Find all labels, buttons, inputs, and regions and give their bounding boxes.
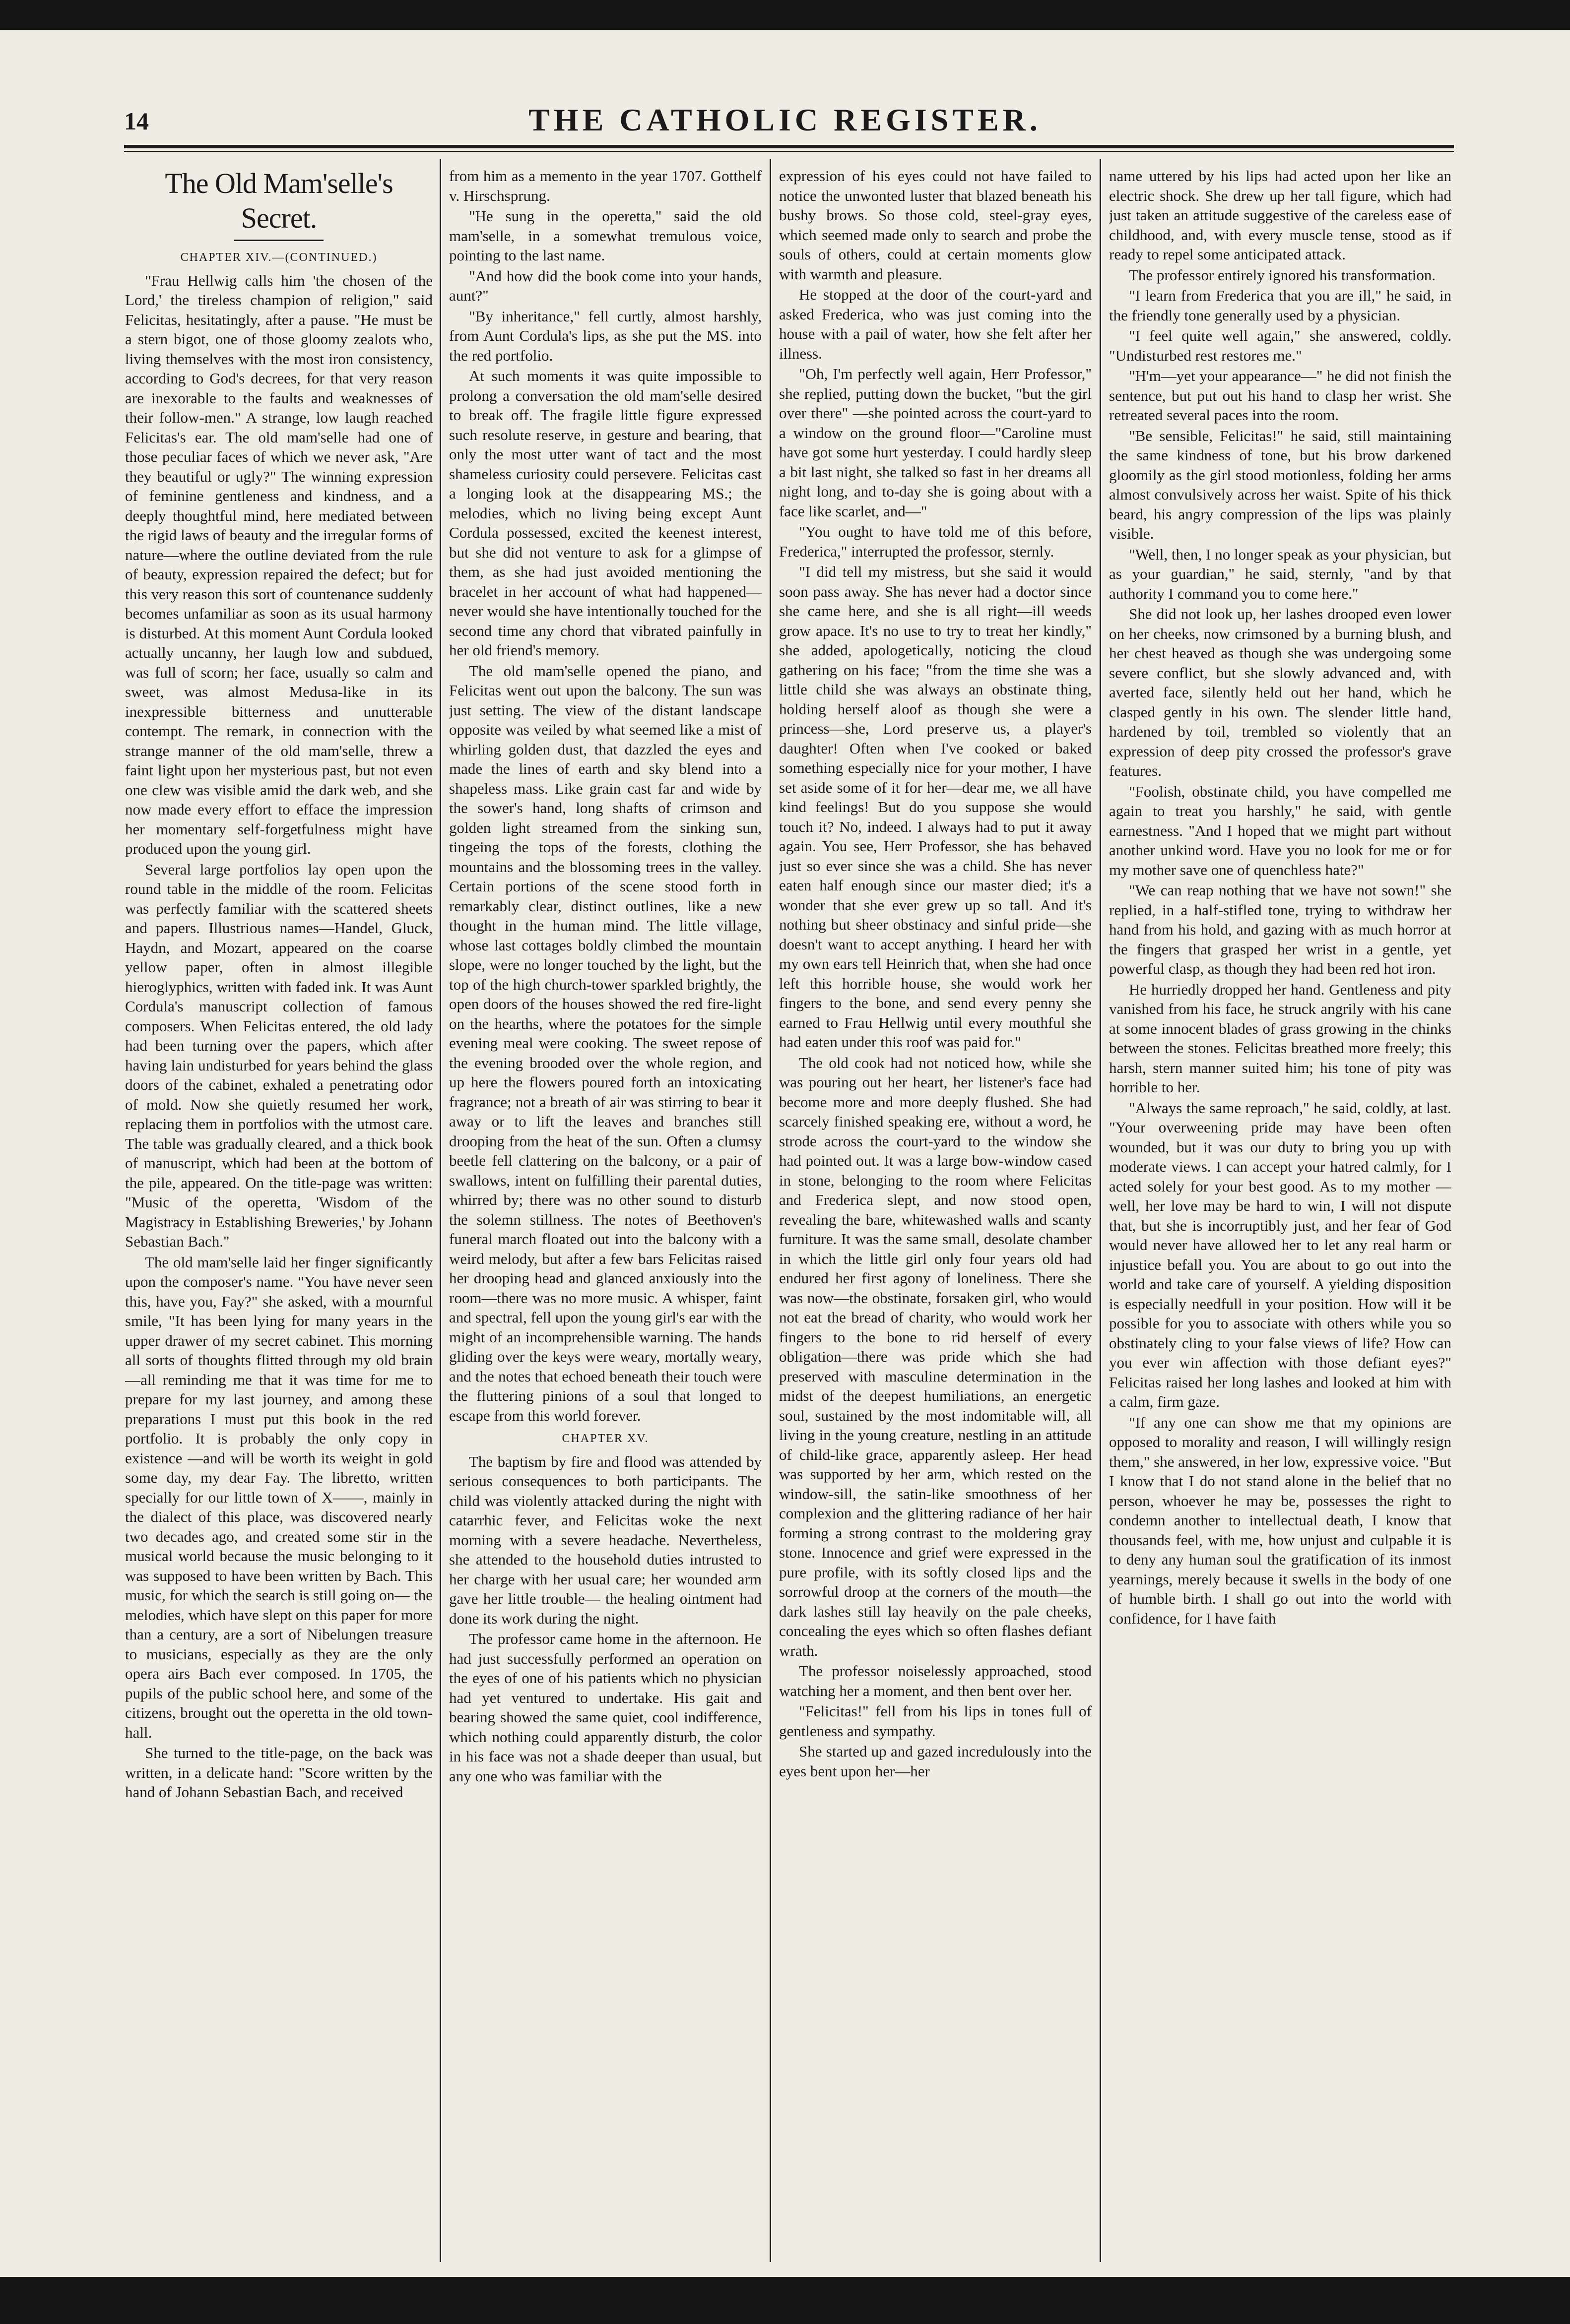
paragraph: "Frau Hellwig calls him 'the chosen of the Lord,' the tireless champion of religion," said Felicitas, hesitatingly, after a pause. "He must be a stern bigot, one of those gloomy zealots who, living themselves with the most iron consistency, according to God's decrees, for that very reason are inexorable to the faults and weaknesses of their follow-men." A strange, low laugh reached Felicitas's ear. The old mam'selle had one of those peculiar faces of which we never ask, "Are they beautiful or ugly?" The winning expression of feminine gentleness and kindness, and a deeply thoughtful mind, here mediated between the rigid laws of beauty and the irregular forms of nature—where the outline deviated from the rule of beauty, expression repaired the defect; but for this very reason this sort of countenance suddenly becomes unfamiliar as soon as its usual harmony is disturbed. At this moment Aunt Cordula looked actually uncanny, her laugh low and subdued, was full of scorn; her face, usually so calm and sweet, was almost Medusa-like in its inexpressible bitterness and unutterable contempt. The remark, in connection with the strange manner of the old mam'selle, threw a faint light upon her mysterious past, but not even one clew was visible amid the dark web, and she now made every effort to efface the impression her momentary self-forgetfulness might have produced upon the young girl. bbox=[125, 271, 433, 857]
paragraph: "Felicitas!" fell from his lips in tones full of gentleness and sympathy. bbox=[779, 1702, 1092, 1740]
article-title: The Old Mam'selle's Secret. bbox=[165, 167, 393, 234]
paragraph: "You ought to have told me of this before, Frederica," interrupted the professor, sternly. bbox=[779, 523, 1092, 560]
paragraph: She turned to the title-page, on the back was written, in a delicate hand: "Score written by the hand of Johann Sebastian Bach, and received bbox=[125, 1744, 433, 1801]
column-divider-3 bbox=[1100, 159, 1101, 2262]
paragraph: "I did tell my mistress, but she said it would soon pass away. She has never had a doctor since she came here, and she is all right—ill weeds grow apace. It's no use to try to treat her kindly," she added, apologetically, noticing the cloud gathering on his face; "from the time she was a little child she was always an obstinate thing, holding herself aloof as though she were a princess—she, Lord preserve us, a player's daughter! Often when I've cooked or baked something especially nice for your mother, I have set aside some of it for her—dear me, we all have kind feelings! But do you suppose she would touch it? No, indeed. I always had to put it away again. You see, Herr Professor, she has behaved just so ever since she was a child. She has never eaten half enough since our master died; it's a wonder that she ever grew up so tall. And it's nothing but sheer obstinacy and sinful pride—she doesn't want to accept anything. I heard her with my own ears tell Heinrich that, when she had once left this horrible house, she would work her fingers to the bone, and send every penny she earned to Frau Hellwig until every mouthful she had eaten under this roof was paid for." bbox=[779, 563, 1092, 1051]
column-divider-1 bbox=[440, 159, 441, 2262]
masthead: THE CATHOLIC REGISTER. bbox=[528, 102, 1042, 137]
paragraph: "By inheritance," fell curtly, almost harshly, from Aunt Cordula's lips, as she put the MS. into the red portfolio. bbox=[449, 307, 762, 364]
page-number: 14 bbox=[124, 107, 149, 135]
chapter-heading-15: CHAPTER XV. bbox=[562, 1432, 649, 1445]
paragraph: The old cook had not noticed how, while she was pouring out her heart, her listener's face had become more and more deeply flushed. She had scarcely finished speaking ere, without a word, he strode across the court-yard to the window she had pointed out. It was a large bow-window cased in stone, belonging to the room where Felicitas and Frederica slept, and now stood open, revealing the bare, whitewashed walls and scanty furniture. It was the same small, desolate chamber in which the little girl only four years old had endured her first agony of loneliness. There she was now—the obstinate, forsaken girl, who would not eat the bread of charity, who would work her fingers to the bone to rid herself of every obligation—there was pride which she had preserved with masculine determination in the midst of the deepest humiliations, an energetic soul, sustained by the most indomitable will, all living in the young creature, nestling in an attitude of child-like grace, apparently asleep. Her head was supported by her arm, which rested on the window-sill, the satin-like smoothness of her complexion and the glittering radiance of her hair forming a strong contrast to the moldering gray stone. Innocence and grief were expressed in the pure profile, with its softly closed lips and the sorrowful droop at the corners of the mouth—the dark lashes still lay heavily on the pale cheeks, concealing the eyes which so often flashes defiant wrath. bbox=[779, 1054, 1092, 1659]
paragraph: "We can reap nothing that we have not sown!" she replied, in a half-stifled tone, trying to withdraw her hand from his hold, and gazing with as much horror at the fingers that grasped her wrist in a gentle, yet powerful clasp, as though they had been red hot iron. bbox=[1109, 881, 1451, 977]
header-rule bbox=[124, 145, 1454, 148]
column-divider-2 bbox=[770, 159, 771, 2262]
paragraph: from him as a memento in the year 1707. Gotthelf v. Hirschsprung. bbox=[449, 167, 762, 204]
title-rule bbox=[234, 240, 324, 241]
paragraph: "Well, then, I no longer speak as your physician, but as your guardian," he said, sternly, "and by that authority I command you to come here." bbox=[1109, 545, 1451, 602]
paragraph: The old mam'selle laid her finger significantly upon the composer's name. "You have never seen this, have you, Fay?" she asked, with a mournful smile, "It has been lying for many years in the upper drawer of my secret cabinet. This morning all sorts of thoughts flitted through my old brain —all reminding me that it was time for me to prepare for my last journey, and among these preparations I must put this book in the red portfolio. It is probably the only copy in existence —and will be worth its weight in gold some day, my dear Fay. The libretto, written specially for our little town of X——, mainly in the dialect of this place, was discovered nearly two decades ago, and created some stir in the musical world because the music belonging to it was supposed to have been written by Bach. This music, for which the search is still going on— the melodies, which have slept on this paper for more than a century, are a sort of Nibelungen treasure to musicians, especially as they are the only opera airs Bach ever composed. In 1705, the pupils of the public school here, and some of the citizens, brought out the operetta in the old town-hall. bbox=[125, 1253, 433, 1741]
paragraph: "H'm—yet your appearance—" he did not finish the sentence, but put out his hand to clasp her wrist. She retreated several paces into the room. bbox=[1109, 367, 1451, 424]
paragraph: expression of his eyes could not have failed to notice the unwonted luster that blazed beneath his bushy brows. So those cold, steel-gray eyes, which seemed made only to search and probe the souls of others, could at certain moments glow with warmth and pleasure. bbox=[779, 167, 1092, 283]
paragraph: The professor entirely ignored his transformation. bbox=[1129, 266, 1436, 284]
column-3 bbox=[779, 166, 1092, 2257]
top-scan-edge bbox=[0, 0, 1570, 30]
column-1 bbox=[125, 166, 433, 2257]
paragraph: He hurriedly dropped her hand. Gentleness and pity vanished from his face, he struck angrily with his cane at some innocent blades of grass growing in the chinks between the stones. Felicitas breathed more freely; this harsh, stern manner suited him; his tone of pity was horrible to her. bbox=[1109, 980, 1451, 1096]
paragraph: The baptism by fire and flood was attended by serious consequences to both participants. The child was violently attacked during the night with catarrhic fever, and Felicitas woke the next morning with a severe headache. Nevertheless, she attended to the household duties intrusted to her charge with her usual care; her wounded arm gave her little trouble— the healing ointment had done its work during the night. bbox=[449, 1452, 762, 1627]
bottom-scan-edge bbox=[0, 2277, 1570, 2324]
paragraph: "I learn from Frederica that you are ill," he said, in the friendly tone generally used by a physician. bbox=[1109, 287, 1451, 324]
paragraph: She started up and gazed incredulously into the eyes bent upon her—her bbox=[779, 1743, 1092, 1780]
paragraph: "Oh, I'm perfectly well again, Herr Professor," she replied, putting down the bucket, "but the girl over there" —she pointed across the court-yard to a window on the ground floor—"Caroline must have got some hurt yesterday. I could hardly sleep a bit last night, she talked so fast in her dreams all night long, and to-day she is going about with a face like scarlet, and—" bbox=[779, 365, 1092, 520]
paragraph: At such moments it was quite impossible to prolong a conversation the old mam'selle desired to break off. The fragile little figure expressed such resolute reserve, in gesture and bearing, that only the most utter want of tact and the most shameless curiosity could persevere. Felicitas cast a longing look at the disappearing MS.; the melodies, which no living being except Aunt Cordula possessed, excited the keenest interest, but she did not venture to ask for a glimpse of them, as she had just avoided mentioning the bracelet in her account of what had happened—never would she have intentionally touched for the second time any chord that vibrated painfully in her old friend's memory. bbox=[449, 367, 762, 659]
paragraph: "Be sensible, Felicitas!" he said, still maintaining the same kindness of tone, but his brow darkened gloomily as the girl stood motionless, folding her arms almost convulsively across her waist. Spite of his thick beard, his angry compression of the lips was plainly visible. bbox=[1109, 427, 1451, 542]
paragraph: The professor noiselessly approached, stood watching her a moment, and then bent over her. bbox=[779, 1662, 1092, 1699]
paragraph: The old mam'selle opened the piano, and Felicitas went out upon the balcony. The sun was just setting. The view of the distant landscape opposite was veiled by what seemed like a mist of whirling golden dust, that dazzled the eyes and made the lines of earth and sky blend into a shapeless mass. Like grain cast far and wide by the sower's hand, long shafts of crimson and golden light streamed from the sinking sun, tingeing the tops of the forests, clothing the mountains and the blossoming trees in the valley. Certain portions of the scene stood forth in remarkably clear, distinct outlines, like a new thought in the human mind. The little village, whose last cottages boldly climbed the mountain slope, were no longer touched by the light, but the top of the high church-tower sparkled brightly, the open doors of the houses showed the red fire-light on the hearths, where the potatoes for the simple evening meal were cooking. The sweet repose of the evening brooded over the whole region, and up here the flowers poured forth an intoxicating fragrance; not a breath of air was stirring to bear it away or to lift the leaves and branches still drooping from the heat of the sun. Often a clumsy beetle fell clattering on the balcony, or a pair of swallows, intent on fulfilling their parental duties, whirred by; there was no other sound to disturb the solemn stillness. The notes of Beethoven's funeral march floated out into the balcony with a weird melody, but after a few bars Felicitas raised her drooping head and glanced anxiously into the room—there was no more music. A whisper, faint and spectral, fell upon the young girl's ear with the might of an incomprehensible warning. The hands gliding over the keys were weary, mortally weary, and the notes that echoed beneath their touch were the fluttering pinions of a soul that longed to escape from this world forever. bbox=[449, 662, 762, 1424]
paragraph: He stopped at the door of the court-yard and asked Frederica, who was just coming into the house with a pail of water, how she felt after her illness. bbox=[779, 286, 1092, 362]
column-4 bbox=[1109, 166, 1451, 2257]
column-2 bbox=[449, 166, 762, 2257]
chapter-heading-14: CHAPTER XIV.—(CONTINUED.) bbox=[180, 251, 378, 264]
paragraph: "Foolish, obstinate child, you have compelled me again to treat you harshly," he said, with gentle earnestness. "And I hoped that we might part without another unkind word. Have you no look for me or for my mother save one of quenchless hate?" bbox=[1109, 782, 1451, 879]
paragraph: "He sung in the operetta," said the old mam'selle, in a somewhat tremulous voice, pointing to the last name. bbox=[449, 207, 762, 264]
paragraph: "If any one can show me that my opinions are opposed to morality and reason, I will willingly resign them," she answered, in her low, expressive voice. "But I know that I do not stand alone in the belief that no person, whoever he may be, possesses the right to condemn another to intellectual death, I know that thousands feel, with me, how unjust and culpable it is to deny any human soul the gratification of its inmost yearnings, merely because it swells in the body of one of humble birth. I shall go out into the world with confidence, for I have faith bbox=[1109, 1413, 1451, 1627]
paragraph: "And how did the book come into your hands, aunt?" bbox=[449, 267, 762, 304]
paragraph: name uttered by his lips had acted upon her like an electric shock. She drew up her tall figure, which had just taken an attitude suggestive of the careless ease of childhood, and, with every muscle tense, stood as if ready to repel some anticipated attack. bbox=[1109, 167, 1451, 263]
paragraph: The professor came home in the afternoon. He had just successfully performed an operation on the eyes of one of his patients which no physician had yet ventured to undertake. His gait and bearing showed the same quiet, cool indifference, which nothing could apparently disturb, the color in his face was not a shade deeper than usual, but any one who was familiar with the bbox=[449, 1630, 762, 1785]
header-rule-thin bbox=[124, 151, 1454, 152]
paragraph: "I feel quite well again," she answered, coldly. "Undisturbed rest restores me." bbox=[1109, 327, 1451, 364]
paragraph: Several large portfolios lay open upon the round table in the middle of the room. Felicitas was perfectly familiar with the scattered sheets and papers. Illustrious names—Handel, Gluck, Haydn, and Mozart, appeared on the coarse yellow paper, often in almost illegible hieroglyphics, written with faded ink. It was Aunt Cordula's manuscript collection of famous composers. When Felicitas entered, the old lady had been turning over the papers, which after having lain undisturbed for years behind the glass doors of the cabinet, exhaled a penetrating odor of mold. Now she quietly resumed her work, replacing them in portfolios with the utmost care. The table was gradually cleared, and a thick book of manuscript, which had been at the bottom of the pile, appeared. On the title-page was written: "Music of the operetta, 'Wisdom of the Magistracy in Establishing Breweries,' by Johann Sebastian Bach." bbox=[125, 860, 433, 1250]
paragraph: "Always the same reproach," he said, coldly, at last. "Your overweening pride may have been often wounded, but it was our duty to bring you up with moderate views. I can accept your hatred calmly, for I acted solely for your best good. As to my mother —well, her love may be hard to win, I will not dispute that, but she is incorruptibly just, and her fear of God would never have allowed her to let any real harm or injustice befall you. You are about to go out into the world and take care of yourself. A yielding disposition is especially needfull in your position. How will it be possible for you to associate with others while you so obstinately cling to your false views of life? How can you ever win affection with those defiant eyes?" Felicitas raised her long lashes and looked at him with a calm, firm gaze. bbox=[1109, 1099, 1451, 1410]
paragraph: She did not look up, her lashes drooped even lower on her cheeks, now crimsoned by a burning blush, and her chest heaved as though she was undergoing some severe conflict, but she slowly advanced and, with averted face, silently held out her hand, which he clasped gently in his own. The slender little hand, hardened by toil, trembled so violently that an expression of deep pity crossed the professor's grave features. bbox=[1109, 605, 1451, 779]
